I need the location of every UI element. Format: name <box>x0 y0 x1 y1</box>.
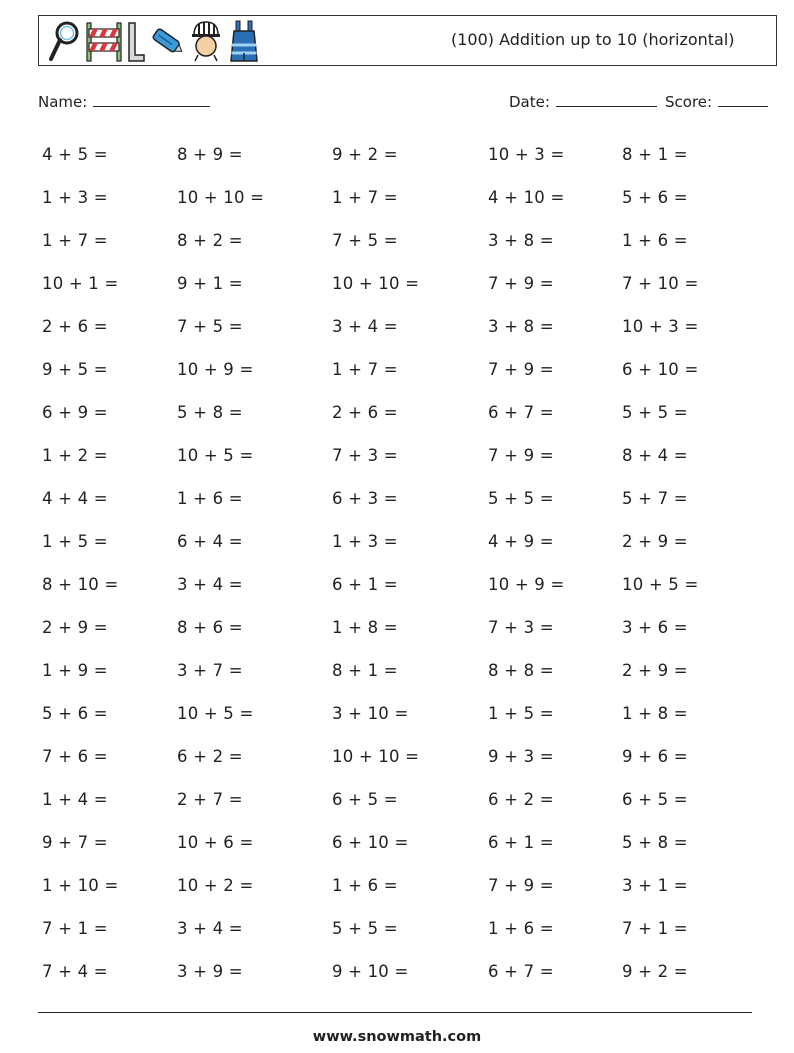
problem-r14-c2: 10 + 5 = <box>177 704 254 723</box>
problem-r10-c5: 2 + 9 = <box>622 532 688 551</box>
problem-r6-c1: 9 + 5 = <box>42 360 108 379</box>
problem-r18-c1: 1 + 10 = <box>42 876 119 895</box>
problem-r10-c4: 4 + 9 = <box>488 532 554 551</box>
problem-r8-c4: 7 + 9 = <box>488 446 554 465</box>
problem-r16-c1: 1 + 4 = <box>42 790 108 809</box>
problem-r13-c5: 2 + 9 = <box>622 661 688 680</box>
problem-r6-c5: 6 + 10 = <box>622 360 699 379</box>
score-field <box>665 92 768 111</box>
problem-r17-c3: 6 + 10 = <box>332 833 409 852</box>
problem-r12-c2: 8 + 6 = <box>177 618 243 637</box>
problem-r9-c2: 1 + 6 = <box>177 489 243 508</box>
problem-r14-c1: 5 + 6 = <box>42 704 108 723</box>
problem-r4-c3: 10 + 10 = <box>332 274 420 293</box>
problem-r1-c5: 8 + 1 = <box>622 145 688 164</box>
problem-r9-c3: 6 + 3 = <box>332 489 398 508</box>
name-label: Name: <box>38 93 88 111</box>
problem-r12-c3: 1 + 8 = <box>332 618 398 637</box>
problem-r14-c4: 1 + 5 = <box>488 704 554 723</box>
magnifier-icon <box>47 19 81 63</box>
problem-r20-c4: 6 + 7 = <box>488 962 554 981</box>
problem-r7-c1: 6 + 9 = <box>42 403 108 422</box>
date-blank <box>556 92 657 107</box>
problem-r18-c3: 1 + 6 = <box>332 876 398 895</box>
problem-r17-c5: 5 + 8 = <box>622 833 688 852</box>
problem-r16-c3: 6 + 5 = <box>332 790 398 809</box>
date-label: Date: <box>509 93 550 111</box>
problem-r7-c2: 5 + 8 = <box>177 403 243 422</box>
problem-r3-c5: 1 + 6 = <box>622 231 688 250</box>
header-icons <box>47 19 261 63</box>
problem-r19-c3: 5 + 5 = <box>332 919 398 938</box>
problem-r13-c3: 8 + 1 = <box>332 661 398 680</box>
utility-knife-icon <box>149 19 185 63</box>
problem-r15-c2: 6 + 2 = <box>177 747 243 766</box>
problem-r12-c4: 7 + 3 = <box>488 618 554 637</box>
problem-r10-c3: 1 + 3 = <box>332 532 398 551</box>
problem-r2-c5: 5 + 6 = <box>622 188 688 207</box>
problem-r4-c4: 7 + 9 = <box>488 274 554 293</box>
problem-r5-c2: 7 + 5 = <box>177 317 243 336</box>
problem-r20-c2: 3 + 9 = <box>177 962 243 981</box>
problem-r14-c3: 3 + 10 = <box>332 704 409 723</box>
problem-r14-c5: 1 + 8 = <box>622 704 688 723</box>
problem-r10-c2: 6 + 4 = <box>177 532 243 551</box>
worksheet-header <box>38 15 777 66</box>
problem-r11-c2: 3 + 4 = <box>177 575 243 594</box>
problem-r2-c1: 1 + 3 = <box>42 188 108 207</box>
problem-r1-c1: 4 + 5 = <box>42 145 108 164</box>
problem-r8-c1: 1 + 2 = <box>42 446 108 465</box>
problem-r1-c2: 8 + 9 = <box>177 145 243 164</box>
problem-r11-c4: 10 + 9 = <box>488 575 565 594</box>
problem-r6-c3: 1 + 7 = <box>332 360 398 379</box>
problem-r9-c1: 4 + 4 = <box>42 489 108 508</box>
problem-r7-c3: 2 + 6 = <box>332 403 398 422</box>
problem-r17-c2: 10 + 6 = <box>177 833 254 852</box>
problem-r16-c4: 6 + 2 = <box>488 790 554 809</box>
problem-r3-c3: 7 + 5 = <box>332 231 398 250</box>
problem-r4-c1: 10 + 1 = <box>42 274 119 293</box>
problem-r20-c1: 7 + 4 = <box>42 962 108 981</box>
name-blank <box>93 92 210 107</box>
problem-r17-c1: 9 + 7 = <box>42 833 108 852</box>
problem-r2-c4: 4 + 10 = <box>488 188 565 207</box>
problem-r16-c5: 6 + 5 = <box>622 790 688 809</box>
problem-r19-c4: 1 + 6 = <box>488 919 554 938</box>
problem-r4-c2: 9 + 1 = <box>177 274 243 293</box>
problem-r2-c2: 10 + 10 = <box>177 188 265 207</box>
problem-r8-c5: 8 + 4 = <box>622 446 688 465</box>
problem-r9-c4: 5 + 5 = <box>488 489 554 508</box>
score-blank <box>718 92 768 107</box>
problem-r12-c1: 2 + 9 = <box>42 618 108 637</box>
problem-r8-c2: 10 + 5 = <box>177 446 254 465</box>
problem-r7-c5: 5 + 5 = <box>622 403 688 422</box>
problem-r6-c4: 7 + 9 = <box>488 360 554 379</box>
problem-r17-c4: 6 + 1 = <box>488 833 554 852</box>
problem-r12-c5: 3 + 6 = <box>622 618 688 637</box>
problem-r11-c1: 8 + 10 = <box>42 575 119 594</box>
problem-r3-c4: 3 + 8 = <box>488 231 554 250</box>
problem-r18-c2: 10 + 2 = <box>177 876 254 895</box>
problem-r5-c3: 3 + 4 = <box>332 317 398 336</box>
problem-r15-c4: 9 + 3 = <box>488 747 554 766</box>
problem-r18-c5: 3 + 1 = <box>622 876 688 895</box>
problem-r1-c4: 10 + 3 = <box>488 145 565 164</box>
problem-r7-c4: 6 + 7 = <box>488 403 554 422</box>
problem-r3-c2: 8 + 2 = <box>177 231 243 250</box>
problem-r6-c2: 10 + 9 = <box>177 360 254 379</box>
problem-r16-c2: 2 + 7 = <box>177 790 243 809</box>
footer-divider <box>38 1012 752 1013</box>
problem-r18-c4: 7 + 9 = <box>488 876 554 895</box>
problem-r5-c1: 2 + 6 = <box>42 317 108 336</box>
problem-r4-c5: 7 + 10 = <box>622 274 699 293</box>
problem-r9-c5: 5 + 7 = <box>622 489 688 508</box>
problem-r19-c2: 3 + 4 = <box>177 919 243 938</box>
problem-r20-c5: 9 + 2 = <box>622 962 688 981</box>
problem-r11-c5: 10 + 5 = <box>622 575 699 594</box>
overalls-icon <box>227 19 261 63</box>
problem-r3-c1: 1 + 7 = <box>42 231 108 250</box>
problem-r15-c3: 10 + 10 = <box>332 747 420 766</box>
footer-url: www.snowmath.com <box>312 1029 482 1045</box>
problem-r20-c3: 9 + 10 = <box>332 962 409 981</box>
problem-r13-c2: 3 + 7 = <box>177 661 243 680</box>
problem-r13-c1: 1 + 9 = <box>42 661 108 680</box>
date-field <box>509 92 657 111</box>
name-field <box>38 92 210 111</box>
worksheet-title: (100) Addition up to 10 (horizontal) <box>451 30 735 49</box>
problem-r19-c1: 7 + 1 = <box>42 919 108 938</box>
problem-r13-c4: 8 + 8 = <box>488 661 554 680</box>
problem-r8-c3: 7 + 3 = <box>332 446 398 465</box>
problem-r5-c4: 3 + 8 = <box>488 317 554 336</box>
problem-r10-c1: 1 + 5 = <box>42 532 108 551</box>
problem-r15-c1: 7 + 6 = <box>42 747 108 766</box>
problem-r2-c3: 1 + 7 = <box>332 188 398 207</box>
problem-r5-c5: 10 + 3 = <box>622 317 699 336</box>
worker-head-icon <box>189 19 223 63</box>
score-label: Score: <box>665 93 713 111</box>
problem-r15-c5: 9 + 6 = <box>622 747 688 766</box>
problem-r11-c3: 6 + 1 = <box>332 575 398 594</box>
carpenter-square-icon <box>127 19 145 63</box>
problem-r19-c5: 7 + 1 = <box>622 919 688 938</box>
problem-r1-c3: 9 + 2 = <box>332 145 398 164</box>
road-barrier-icon <box>85 19 123 63</box>
